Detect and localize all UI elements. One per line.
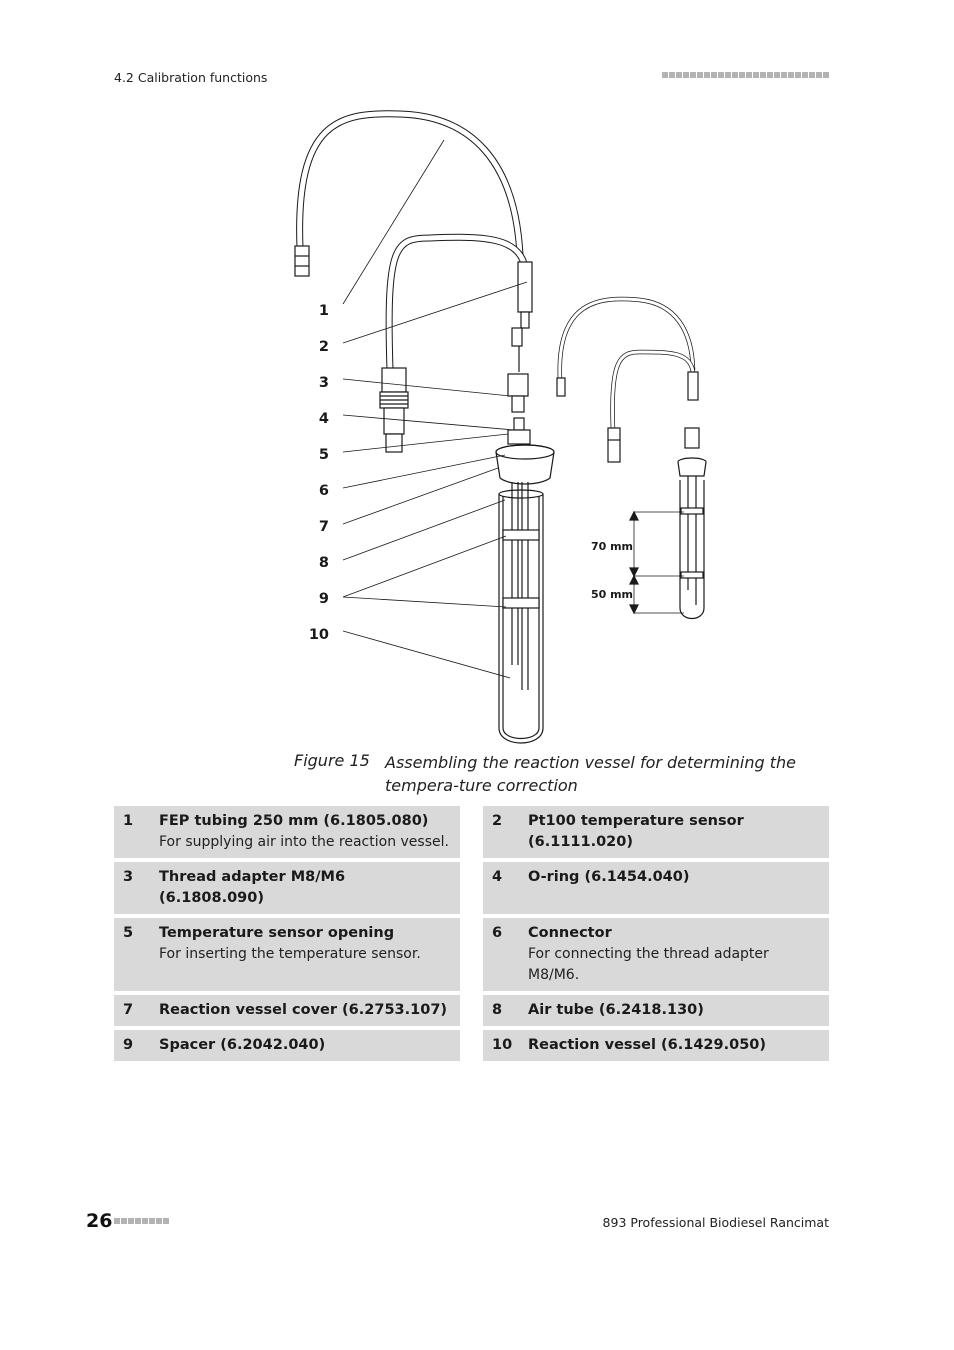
legend-item-title: Pt100 temperature sensor (6.1111.020) [528,813,744,850]
callout-9: 9 [318,591,329,607]
legend-item-description: For connecting the thread adapter M8/M6. [528,946,769,983]
callout-4: 4 [318,411,329,427]
decoration-square [114,1218,120,1224]
legend-item-number: 3 [123,869,134,885]
legend-item [114,918,460,991]
legend-item-title: Thread adapter M8/M6 (6.1808.090) [159,869,346,906]
legend-item [483,1030,829,1061]
decoration-square [163,1218,169,1224]
legend-item-number: 7 [123,1002,134,1018]
legend-item-description: For inserting the temperature sensor. [159,946,421,962]
callout-8: 8 [318,555,329,571]
legend-row [114,918,829,991]
legend-item [483,995,829,1026]
callout-2: 2 [318,339,329,355]
legend-row [114,995,829,1026]
legend-item [114,1030,460,1061]
legend-item [483,862,829,914]
legend-item-title: Reaction vessel (6.1429.050) [528,1037,766,1053]
legend-row [114,1030,829,1061]
legend-item-number: 6 [492,925,503,941]
legend-item [114,806,460,858]
decoration-square [128,1218,134,1224]
legend-item-description: For supplying air into the reaction vessel. [159,834,449,850]
legend-item-number: 10 [492,1037,513,1053]
fep-tubing-drawing [300,114,520,255]
decoration-square [121,1218,127,1224]
legend-item [483,806,829,858]
figure-caption-text: Assembling the reaction vessel for determining the tempera-ture correction [385,753,796,795]
dimension-label-lower: 50 mm [590,588,633,601]
legend-item-number: 5 [123,925,134,941]
callout-6: 6 [318,483,329,499]
legend-item-number: 2 [492,813,503,829]
legend-item-title: Reaction vessel cover (6.2753.107) [159,1002,448,1018]
figure-caption-label: Figure 15 [294,751,370,770]
legend-item-title: Connector [528,925,612,941]
product-name: 893 Professional Biodiesel Rancimat [602,1215,829,1230]
decoration-square [135,1218,141,1224]
legend-item [114,995,460,1026]
running-header-section: 4.2 Calibration functions [114,70,268,85]
legend-item-title: Spacer (6.2042.040) [159,1037,326,1053]
legend-item [483,918,829,991]
legend-row [114,862,829,914]
legend-item [114,862,460,914]
dimension-label-upper: 70 mm [590,540,633,553]
callout-7: 7 [318,519,329,535]
legend-table [114,806,829,1065]
page-number: 26 [86,1210,113,1232]
callout-5: 5 [318,447,329,463]
decoration-square [142,1218,148,1224]
legend-item-title: O-ring (6.1454.040) [528,869,690,885]
legend-item-title: Air tube (6.2418.130) [528,1002,704,1018]
legend-item-number: 1 [123,813,134,829]
legend-item-number: 8 [492,1002,503,1018]
legend-item-title: FEP tubing 250 mm (6.1805.080) [159,813,429,829]
callout-10: 10 [308,627,329,643]
callout-3: 3 [318,375,329,391]
decoration-square [149,1218,155,1224]
callout-1: 1 [318,303,329,319]
legend-item-title: Temperature sensor opening [159,925,395,941]
footer-decoration-dots [114,1218,169,1224]
legend-row [114,806,829,858]
decoration-square [156,1218,162,1224]
legend-item-number: 4 [492,869,503,885]
legend-item-number: 9 [123,1037,134,1053]
